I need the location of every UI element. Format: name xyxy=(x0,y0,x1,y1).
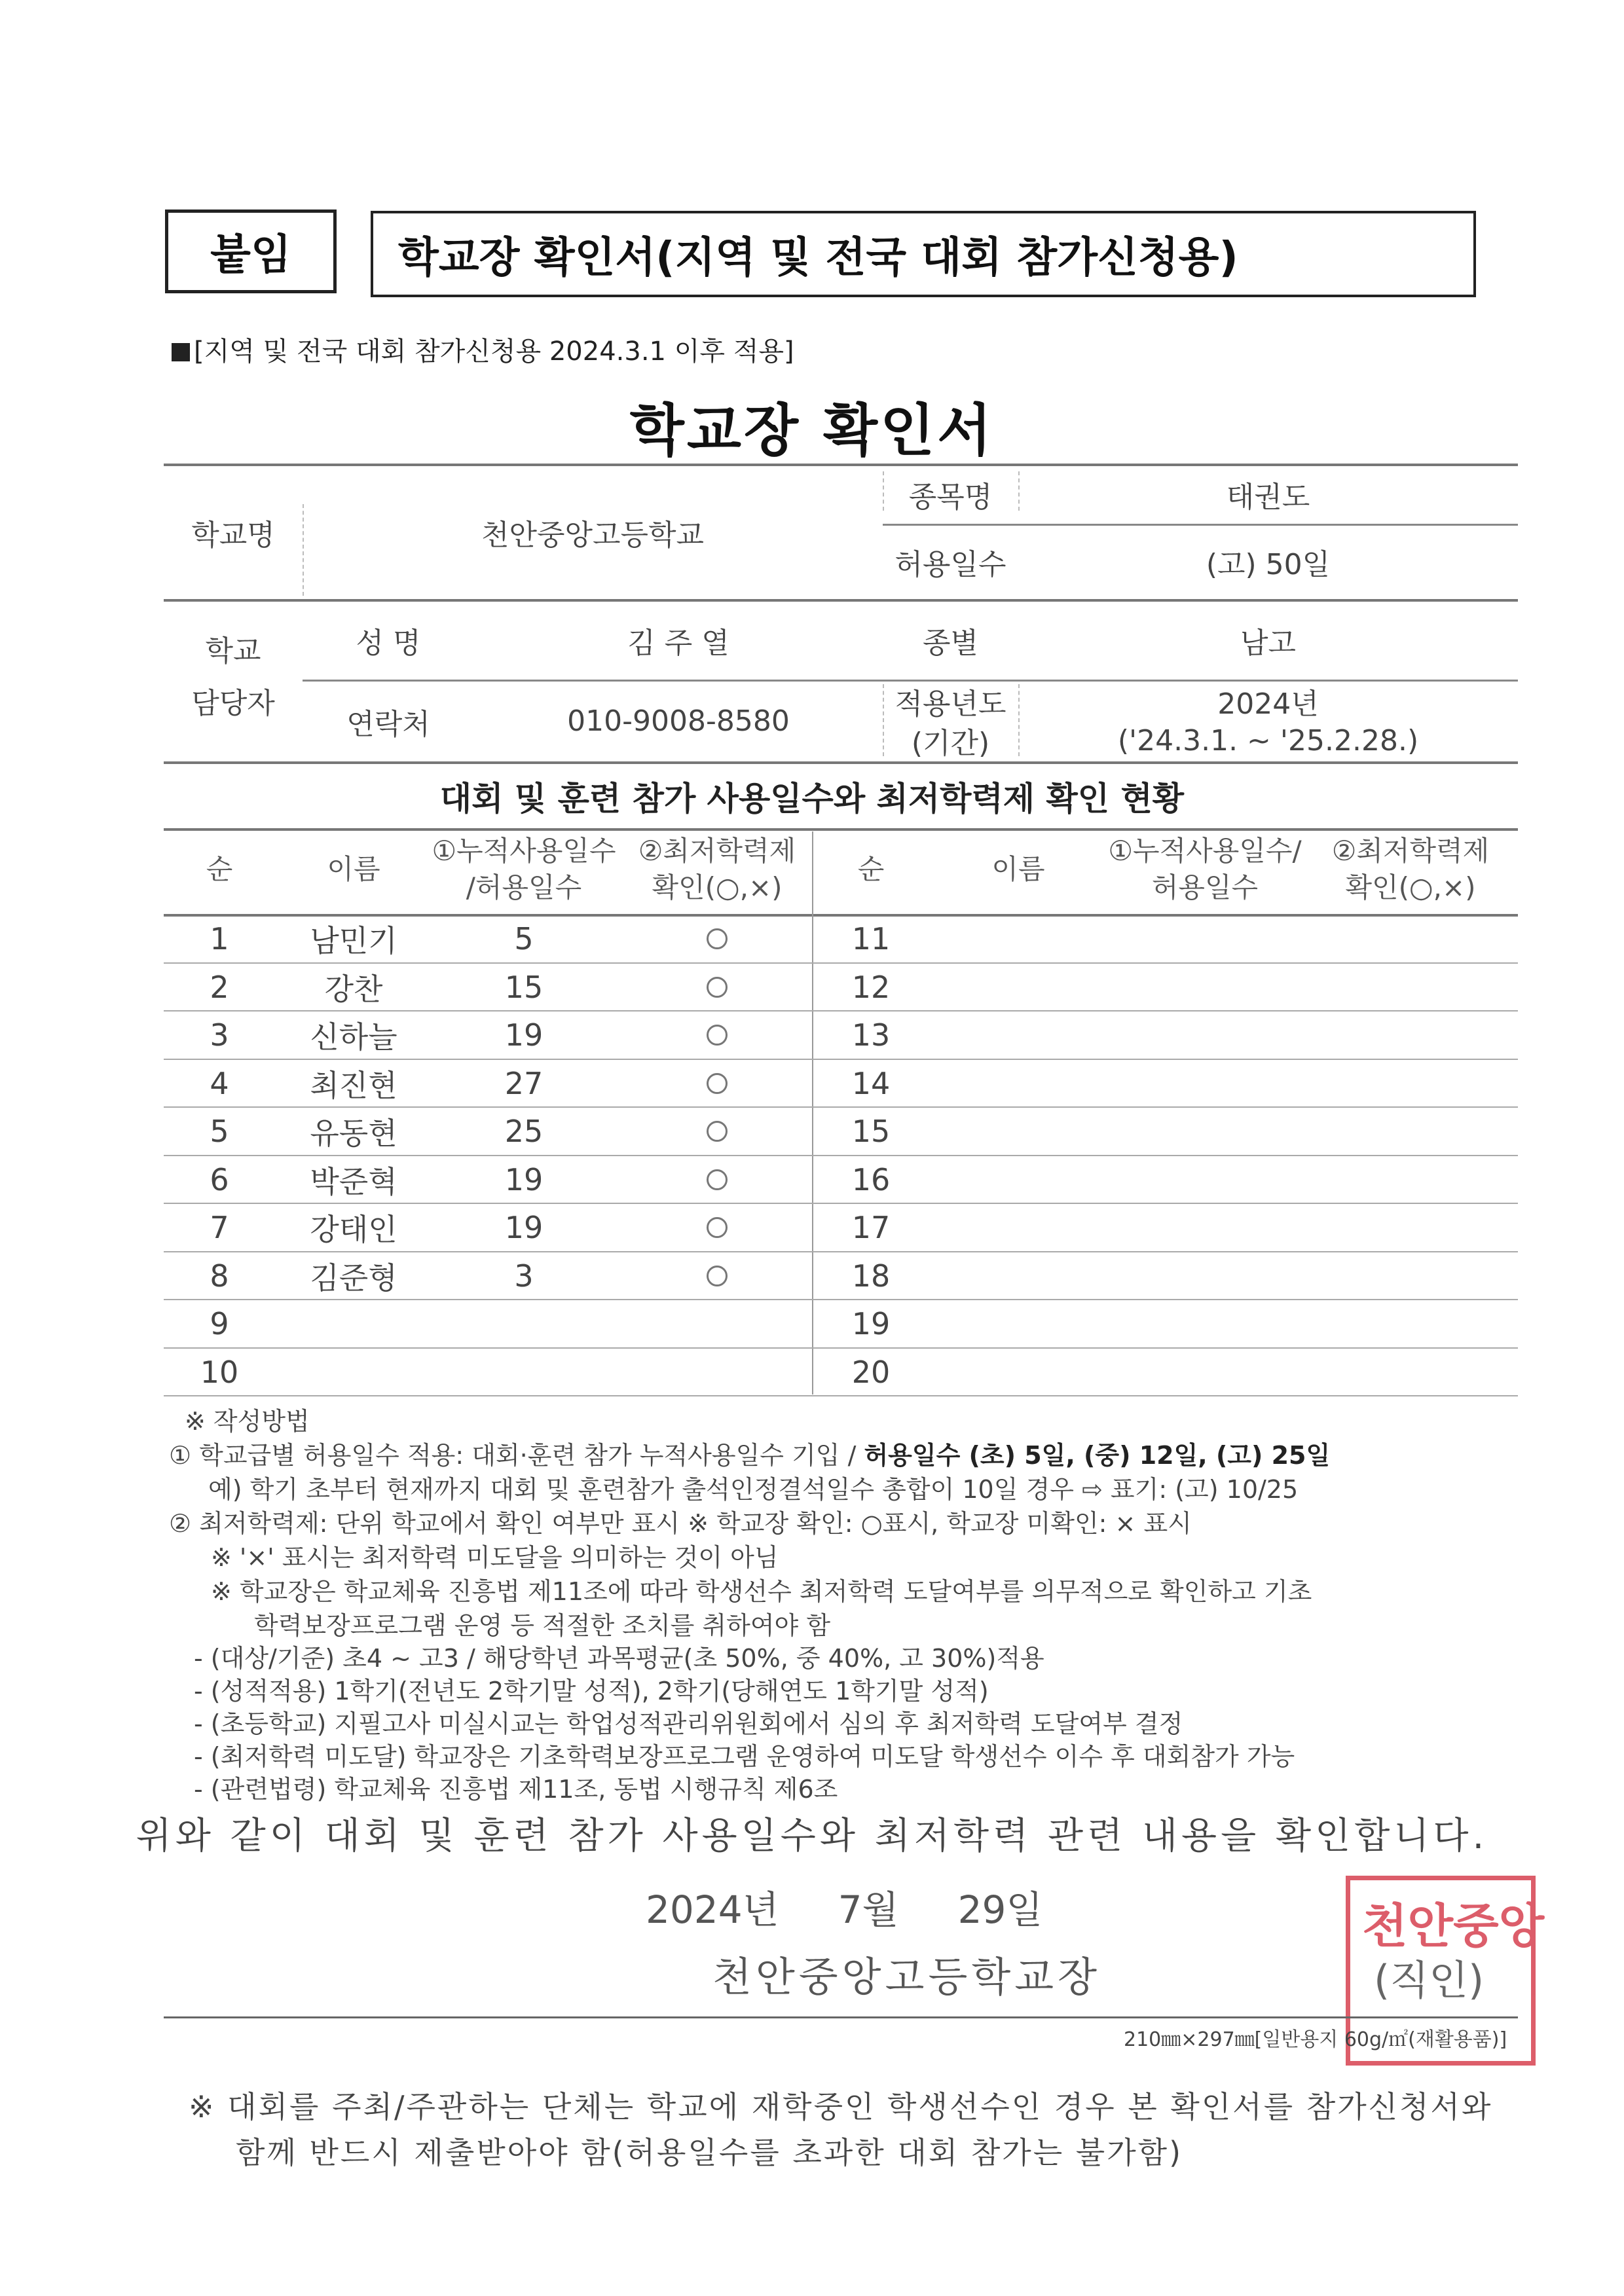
header-days-right-2: 허용일수 xyxy=(1151,871,1259,903)
note-5: ※ 학교장은 학교체육 진흥법 제11조에 따라 학생선수 최저학력 도달여부를 의무적으로 확인하고 기초 xyxy=(211,1577,1312,1606)
cell-days xyxy=(426,1300,622,1347)
signing-date xyxy=(646,1879,1043,1934)
check-mark-circle xyxy=(622,1156,812,1203)
period-year-value: 2024년 xyxy=(1217,687,1319,721)
section-title: 대회 및 훈련 참가 사용일수와 최저학력제 확인 현황 xyxy=(439,780,1185,818)
header-days-right-1: ①누적사용일수/ xyxy=(1108,835,1302,867)
period-range-value: ('24.3.1. ~ '25.2.28.) xyxy=(1117,723,1419,757)
seal-text: 천안중앙 xyxy=(1362,1899,1545,1954)
footer-note-line2: 함께 반드시 제출받아야 함(허용일수를 초과한 대회 참가는 불가함) xyxy=(236,2135,1183,2170)
paper-spec: 210㎜×297㎜[일반용지 60g/㎡(재활용품)] xyxy=(1124,2028,1507,2051)
circle-mark-icon xyxy=(707,1073,728,1094)
cell-no: 2 xyxy=(210,969,229,1005)
header-name-left: 이름 xyxy=(327,853,380,885)
roster-rule xyxy=(164,828,1518,831)
cell-check xyxy=(622,1300,812,1347)
form-title-box: 학교장 확인서(지역 및 전국 대회 참가신청용) xyxy=(371,211,1476,297)
cell-no-right: 18 xyxy=(851,1258,891,1294)
cell-no: 1 xyxy=(210,921,229,957)
cell-name: 신하늘 xyxy=(310,1019,397,1055)
sport-label: 종목명 xyxy=(908,481,993,514)
principal-title: 천안중앙고등학교장 xyxy=(712,1953,1101,2001)
square-bullet-icon xyxy=(172,343,190,361)
cell-days: 5 xyxy=(514,921,534,957)
cell-no-right: 16 xyxy=(851,1161,891,1197)
circle-mark-icon xyxy=(707,1169,728,1190)
check-mark-circle xyxy=(622,1011,812,1059)
check-mark-circle xyxy=(622,1108,812,1155)
contact-label: 연락처 xyxy=(346,707,430,741)
school-name-value: 천안중앙고등학교 xyxy=(481,518,705,552)
info-rule xyxy=(164,761,1518,764)
header-no-right: 순 xyxy=(857,853,885,885)
note-11: - (관련법령) 학교체육 진흥법 제11조, 동법 시행규칙 제6조 xyxy=(194,1775,838,1804)
header-check-left-2: 확인(○,×) xyxy=(652,871,783,903)
cell-name: 김준형 xyxy=(310,1260,397,1296)
category-value: 남고 xyxy=(1240,626,1296,660)
note-4: ※ '×' 표시는 최저학력 미도달을 의미하는 것이 아님 xyxy=(211,1543,779,1572)
cell-no: 8 xyxy=(210,1258,229,1294)
category-label: 종별 xyxy=(922,626,978,660)
cell-days: 19 xyxy=(504,1210,544,1245)
date-day: 29일 xyxy=(957,1887,1043,1932)
cell-no: 4 xyxy=(210,1065,229,1101)
seal-label: (직인) xyxy=(1374,1956,1485,2004)
allowed-days-value: (고) 50일 xyxy=(1206,547,1331,581)
check-mark-circle xyxy=(622,915,812,962)
cell-no-right: 17 xyxy=(851,1210,891,1245)
cell-days: 25 xyxy=(504,1114,544,1149)
check-mark-circle xyxy=(622,1060,812,1107)
header-days-left-1: ①누적사용일수 xyxy=(432,835,616,867)
header-name-right: 이름 xyxy=(991,853,1045,885)
attachment-tag: 붙임 xyxy=(165,210,337,293)
cell-days: 15 xyxy=(504,969,544,1005)
manager-label-line2: 담당자 xyxy=(191,687,275,720)
cell-no: 6 xyxy=(210,1161,229,1197)
note-1-text: ① 학교급별 허용일수 적용: 대회·훈련 참가 누적사용일수 기입 / xyxy=(169,1441,864,1470)
cell-name: 남민기 xyxy=(310,923,397,958)
sport-value: 태권도 xyxy=(1226,481,1310,514)
notes-heading: ※ 작성방법 xyxy=(185,1407,310,1436)
circle-mark-icon xyxy=(707,1266,728,1286)
cell-no-right: 11 xyxy=(851,921,891,957)
notice-text: [지역 및 전국 대회 참가신청용 2024.3.1 이후 적용] xyxy=(194,337,794,367)
cell-days: 3 xyxy=(514,1258,534,1294)
cell-name: 강찬 xyxy=(324,971,383,1007)
cell-no-right: 12 xyxy=(851,969,891,1005)
footer-note-line1: ※ 대회를 주최/주관하는 단체는 학교에 재학중인 학생선수인 경우 본 확인서를 참가신청서와 xyxy=(189,2089,1493,2124)
cell-no-right: 14 xyxy=(851,1065,891,1101)
manager-label-line1: 학교 xyxy=(205,634,261,668)
note-1 xyxy=(169,1435,1330,1471)
cell-name xyxy=(275,1300,432,1347)
date-month: 7월 xyxy=(838,1887,899,1932)
cell-no-right: 15 xyxy=(851,1114,891,1149)
period-label-line1: 적용년도 xyxy=(895,687,1006,721)
note-7: - (대상/기준) 초4 ~ 고3 / 해당학년 과목평균(초 50%, 중 40%, 고 30%)적용 xyxy=(194,1644,1044,1673)
manager-name-label: 성 명 xyxy=(356,626,421,660)
cell-no: 10 xyxy=(200,1354,239,1390)
check-mark-circle xyxy=(622,1204,812,1251)
check-mark-circle xyxy=(622,964,812,1011)
cell-name xyxy=(275,1349,432,1396)
cell-no-right: 20 xyxy=(851,1354,891,1390)
cell-no: 3 xyxy=(210,1017,229,1053)
header-check-left-1: ②최저학력제 xyxy=(638,835,796,867)
allowed-days-label: 허용일수 xyxy=(895,547,1006,581)
cell-no-right: 13 xyxy=(851,1017,891,1053)
document-title: 학교장 확인서 xyxy=(629,398,995,464)
bottom-rule xyxy=(164,2016,1518,2018)
note-10: - (최저학력 미도달) 학교장은 기초학력보장프로그램 운영하여 미도달 학생선수 이수 후 대회참가 가능 xyxy=(194,1742,1295,1771)
date-year: 2024년 xyxy=(646,1887,779,1932)
circle-mark-icon xyxy=(707,1217,728,1238)
note-2: 예) 학기 초부터 현재까지 대회 및 훈련참가 출석인정결석일수 총합이 10일 경우 ⇨ 표기: (고) 10/25 xyxy=(208,1475,1299,1504)
circle-mark-icon xyxy=(707,977,728,998)
circle-mark-icon xyxy=(707,928,728,949)
confirmation-statement: 위와 같이 대회 및 훈련 참가 사용일수와 최저학력 관련 내용을 확인합니다. xyxy=(136,1815,1488,1857)
note-8: - (성적적용) 1학기(전년도 2학기말 성적), 2학기(당해연도 1학기말 성적) xyxy=(194,1677,989,1705)
check-mark-circle xyxy=(622,1252,812,1300)
cell-name: 유동현 xyxy=(310,1116,397,1151)
header-no-left: 순 xyxy=(206,853,233,885)
cell-days: 27 xyxy=(504,1065,544,1101)
cell-days: 19 xyxy=(504,1161,544,1197)
cell-no-right: 19 xyxy=(851,1306,891,1341)
circle-mark-icon xyxy=(707,1121,728,1142)
manager-name-value: 김 주 열 xyxy=(627,626,729,660)
cell-name: 강태인 xyxy=(310,1212,397,1247)
applicability-notice xyxy=(172,331,794,368)
cell-no: 5 xyxy=(210,1114,229,1149)
note-1-bold: 허용일수 (초) 5일, (중) 12일, (고) 25일 xyxy=(864,1441,1331,1470)
cell-name: 최진현 xyxy=(310,1067,397,1103)
period-label-line2: (기간) xyxy=(911,727,990,760)
cell-days: 19 xyxy=(504,1017,544,1053)
note-6: 학력보장프로그램 운영 등 적절한 조치를 취하여야 함 xyxy=(254,1611,831,1640)
contact-value: 010-9008-8580 xyxy=(567,704,790,738)
cell-check xyxy=(622,1349,812,1396)
cell-no: 7 xyxy=(210,1210,229,1245)
cell-days xyxy=(426,1349,622,1396)
school-name-label: 학교명 xyxy=(191,518,275,552)
circle-mark-icon xyxy=(707,1025,728,1046)
cell-name: 박준혁 xyxy=(310,1163,397,1199)
note-9: - (초등학교) 지필고사 미실시교는 학업성적관리위원회에서 심의 후 최저학력 도달여부 결정 xyxy=(194,1709,1183,1738)
note-3: ② 최저학력제: 단위 학교에서 확인 여부만 표시 ※ 학교장 확인: ○표시, 학교장 미확인: × 표시 xyxy=(169,1509,1192,1538)
header-days-left-2: /허용일수 xyxy=(466,871,582,903)
header-check-right-2: 확인(○,×) xyxy=(1345,871,1476,903)
header-check-right-1: ②최저학력제 xyxy=(1331,835,1490,867)
cell-no: 9 xyxy=(210,1306,229,1341)
